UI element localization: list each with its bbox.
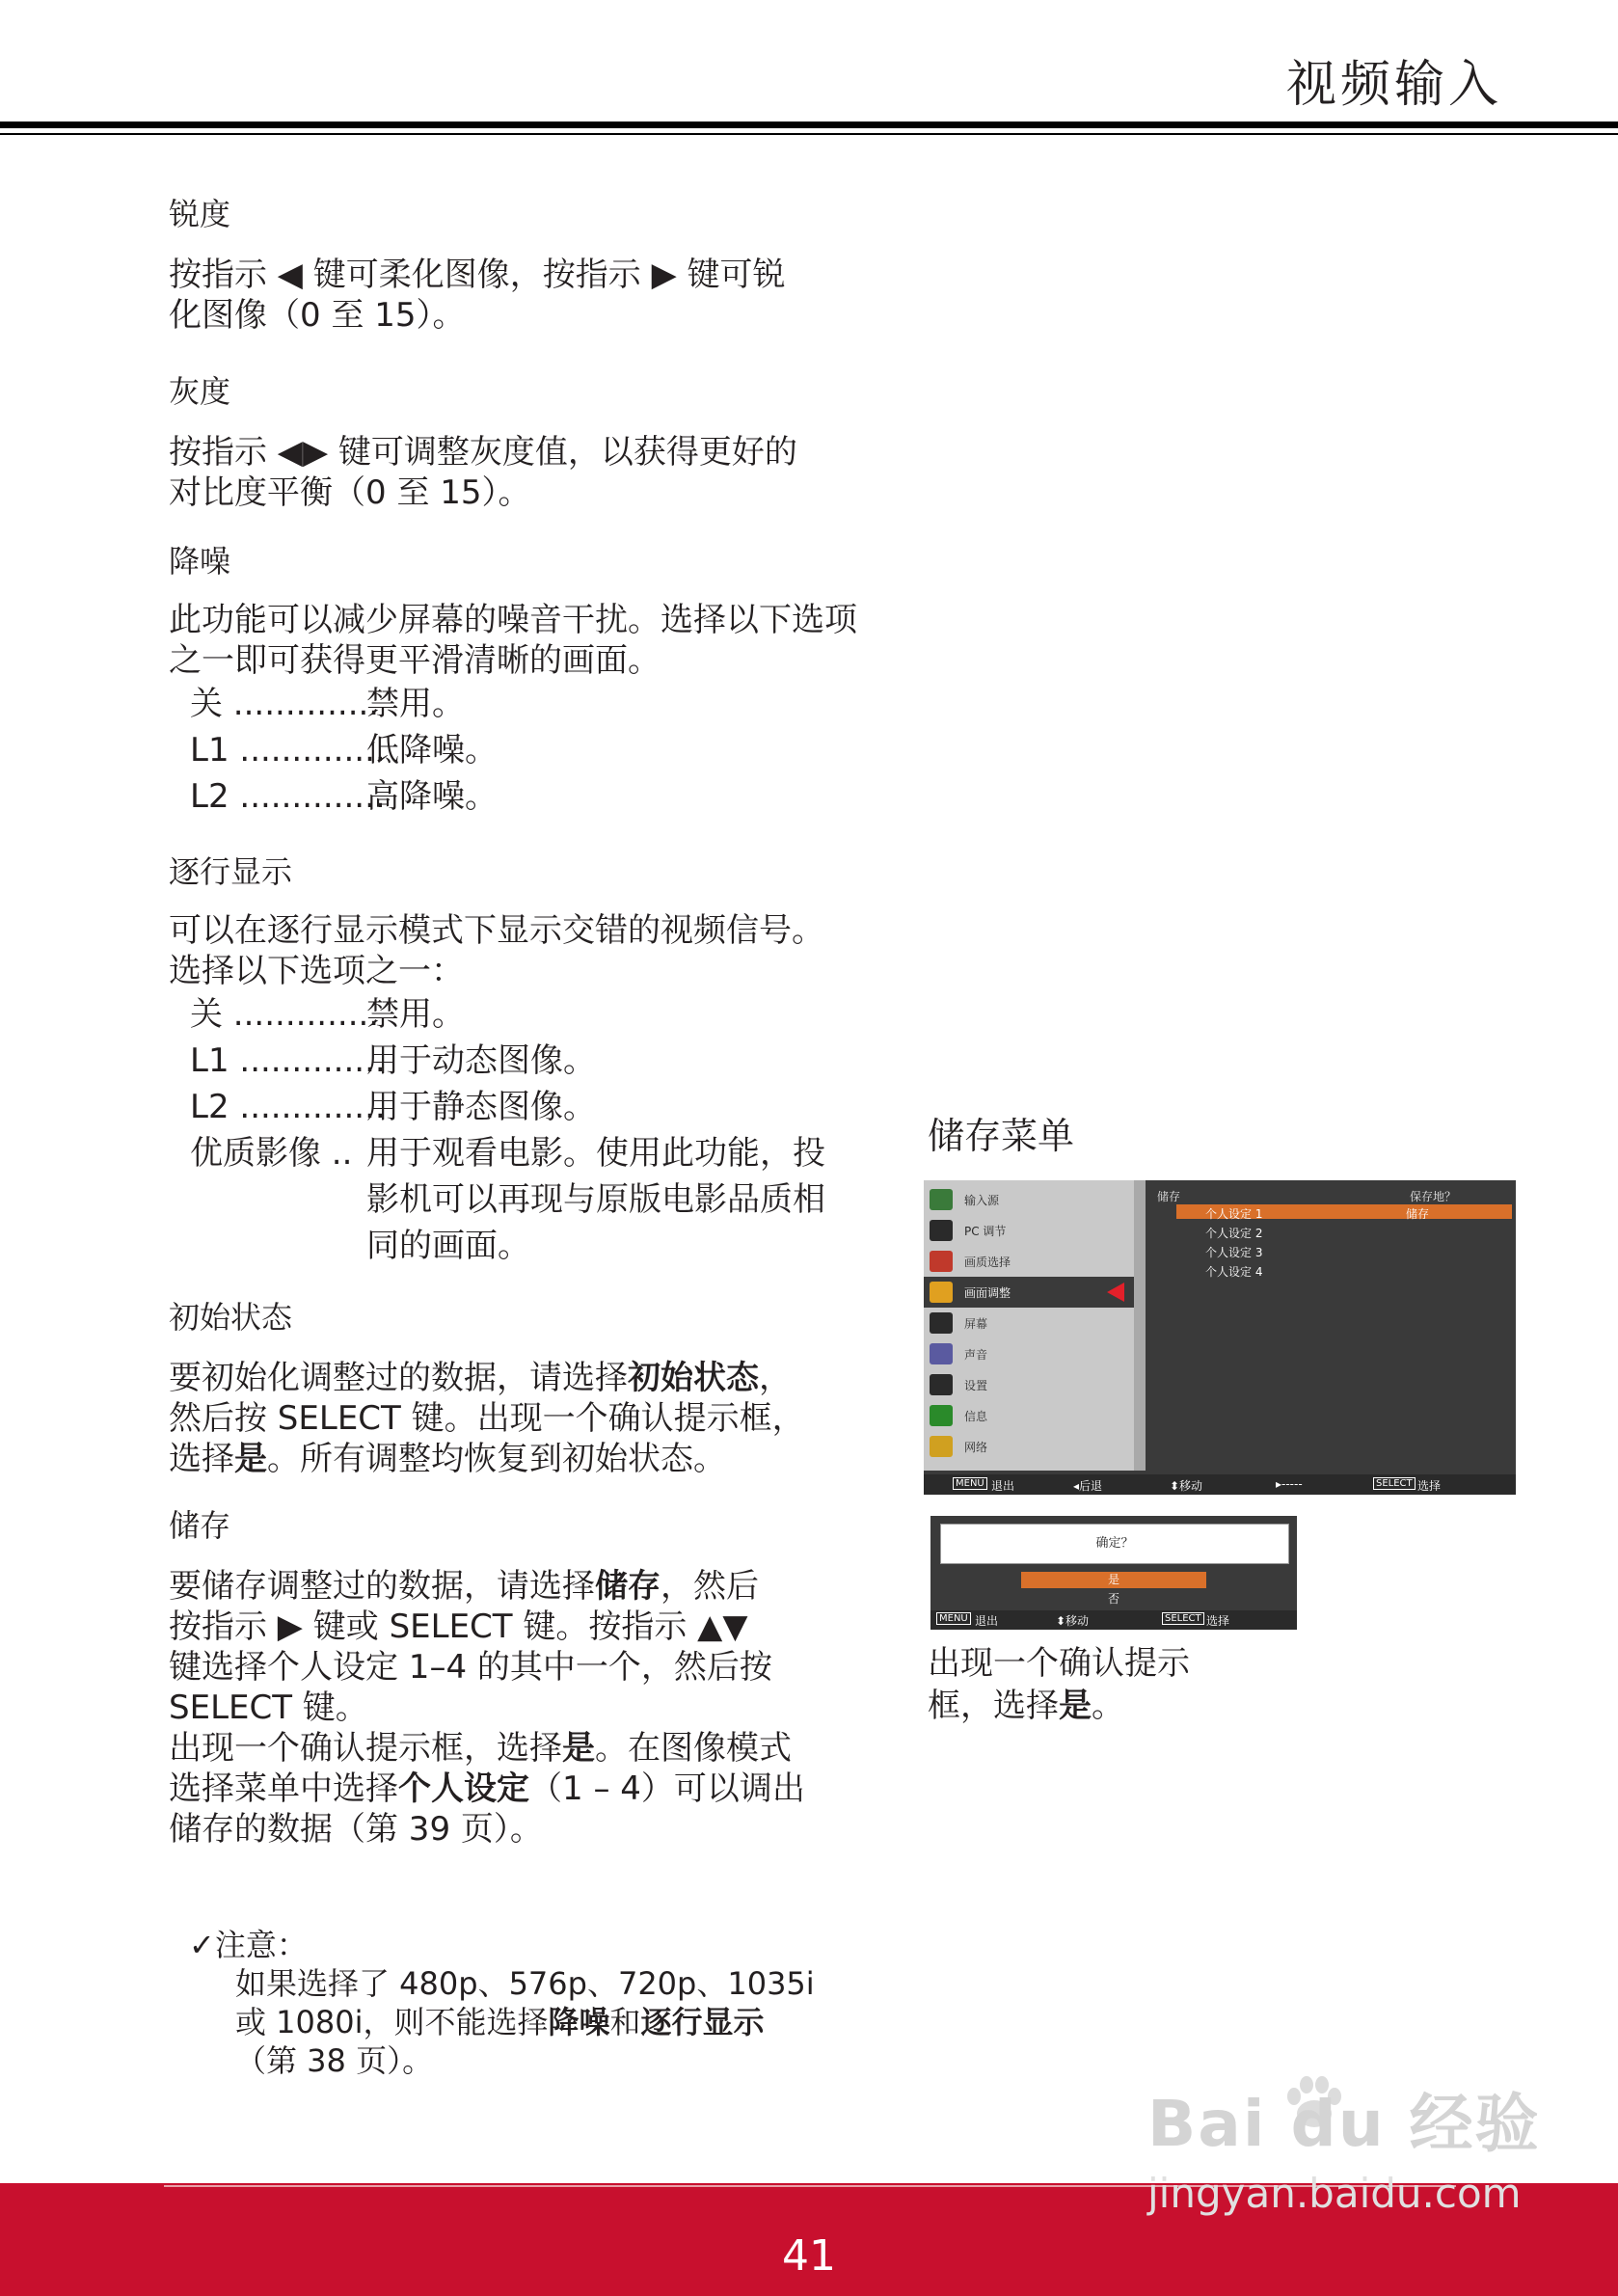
paragraph: 可以在逐行显示模式下显示交错的视频信号。 bbox=[169, 911, 824, 950]
paragraph: 键选择个人设定 1–4 的其中一个，然后按 bbox=[169, 1648, 772, 1687]
paragraph bbox=[169, 1439, 921, 1479]
paragraph: 对比度平衡（0 至 15）。 bbox=[169, 473, 531, 512]
option-desc: 高降噪。 bbox=[366, 777, 498, 816]
menu-key-tag: MENU bbox=[936, 1612, 971, 1625]
osd-save-label: 储存 bbox=[1406, 1207, 1430, 1221]
paragraph: SELECT 键。 bbox=[169, 1688, 368, 1727]
osd-menu-label: PC 调节 bbox=[964, 1225, 1007, 1238]
paragraph: 此功能可以减少屏幕的噪音干扰。选择以下选项 bbox=[169, 601, 857, 639]
header-rule bbox=[0, 122, 1618, 128]
osd-menu-label: 声音 bbox=[964, 1348, 988, 1362]
bold-term: 初始状态 bbox=[628, 1359, 759, 1397]
paragraph: 选择以下选项之一： bbox=[169, 952, 464, 990]
option-row bbox=[169, 991, 921, 1038]
header-rule-thin bbox=[0, 133, 1618, 135]
bold-term: 是 bbox=[562, 1729, 595, 1768]
page-number: 41 bbox=[782, 2231, 836, 2281]
osd-menu-item-pc[interactable] bbox=[924, 1215, 1134, 1246]
option-desc-line: 同的画面。 bbox=[366, 1227, 530, 1265]
text: ，然后 bbox=[661, 1567, 759, 1606]
option-desc: 低降噪。 bbox=[366, 731, 498, 770]
hint-exit: 退出 bbox=[991, 1479, 1015, 1493]
osd-submenu bbox=[1146, 1180, 1516, 1471]
paragraph: 化图像（0 至 15）。 bbox=[169, 296, 466, 335]
option-desc: 用于静态图像。 bbox=[366, 1088, 596, 1126]
option-desc: 禁用。 bbox=[366, 995, 465, 1034]
osd-menu-label: 网络 bbox=[964, 1441, 988, 1454]
paragraph: 按指示 ◀ 键可柔化图像，按指示 ▶ 键可锐 bbox=[169, 256, 786, 294]
osd-menu-item-network[interactable] bbox=[924, 1431, 1134, 1462]
image-adjust-icon bbox=[930, 1282, 953, 1303]
page-title: 视频输入 bbox=[1285, 56, 1502, 114]
store-menu-heading: 储存菜单 bbox=[928, 1115, 1075, 1157]
paragraph bbox=[169, 1769, 921, 1809]
text: 。在图像模式 bbox=[595, 1729, 792, 1768]
select-key-tag: SELECT bbox=[1162, 1612, 1204, 1625]
info-icon bbox=[930, 1405, 953, 1426]
osd-menu-item-info[interactable] bbox=[924, 1400, 1134, 1431]
text: （1 – 4）可以调出 bbox=[529, 1769, 805, 1808]
note-box bbox=[189, 1926, 864, 2080]
osd-option-user1[interactable]: 个人设定 1 bbox=[1205, 1207, 1263, 1221]
option-key: 关 .............. bbox=[190, 685, 380, 723]
section-heading: 降噪 bbox=[169, 543, 231, 580]
paragraph: 按指示 ▶ 键或 SELECT 键。按指示 ▲▼ bbox=[169, 1607, 748, 1646]
section-heading: 锐度 bbox=[169, 196, 231, 232]
hint-move: ⬍移动 bbox=[1170, 1479, 1203, 1493]
note-title: ✓注意： bbox=[189, 1927, 308, 1963]
network-icon bbox=[930, 1436, 953, 1457]
text: 。所有调整均恢复到初始状态。 bbox=[267, 1440, 726, 1478]
option-row bbox=[169, 773, 921, 820]
osd-menu-item-setting[interactable] bbox=[924, 1369, 1134, 1400]
text: 选择菜单中选择 bbox=[169, 1769, 398, 1808]
caption-line: 出现一个确认提示 bbox=[928, 1644, 1190, 1683]
confirm-yes-option[interactable]: 是 bbox=[1021, 1572, 1206, 1588]
osd-menu-label: 设置 bbox=[964, 1379, 988, 1392]
option-key: L2 .............. bbox=[190, 1088, 386, 1126]
bold-term: 是 bbox=[234, 1440, 267, 1478]
bold-term: 是 bbox=[1059, 1687, 1092, 1725]
option-desc: 禁用。 bbox=[366, 685, 465, 723]
osd-option-user2[interactable]: 个人设定 2 bbox=[1205, 1227, 1263, 1240]
text: 出现一个确认提示框，选择 bbox=[169, 1729, 562, 1768]
osd-submenu-question: 保存地？ bbox=[1409, 1190, 1456, 1203]
text: 要初始化调整过的数据，请选择 bbox=[169, 1359, 628, 1397]
option-row bbox=[169, 681, 921, 727]
option-desc-line: 影机可以再现与原版电影品质相 bbox=[366, 1180, 825, 1219]
osd-store-menu bbox=[924, 1180, 1516, 1495]
osd-menu-label: 屏幕 bbox=[964, 1317, 988, 1331]
text: 。 bbox=[1092, 1687, 1124, 1725]
section-store bbox=[169, 1506, 921, 1850]
dialog-caption bbox=[928, 1642, 1217, 1727]
section-gamma bbox=[169, 372, 921, 513]
hint-select: 选择 bbox=[1417, 1479, 1442, 1493]
menu-key-tag: MENU bbox=[953, 1477, 987, 1490]
image-select-icon bbox=[930, 1251, 953, 1272]
hint-exit: 退出 bbox=[975, 1614, 999, 1628]
paragraph: 之一即可获得更平滑清晰的画面。 bbox=[169, 641, 661, 680]
bold-term: 储存 bbox=[595, 1567, 661, 1606]
section-heading: 逐行显示 bbox=[169, 853, 293, 890]
watermark-brand: Bai du 经验 bbox=[1147, 2087, 1541, 2161]
bold-term: 个人设定 bbox=[398, 1769, 529, 1808]
option-desc-line: 用于观看电影。使用此功能，投 bbox=[366, 1134, 825, 1173]
paragraph bbox=[169, 1728, 921, 1769]
option-key: L1 .............. bbox=[190, 1041, 386, 1080]
wrench-icon bbox=[930, 1374, 953, 1395]
option-row bbox=[169, 1084, 921, 1130]
option-key: L1 .............. bbox=[190, 731, 386, 770]
note-line bbox=[235, 2003, 864, 2041]
osd-main-menu bbox=[924, 1180, 1134, 1471]
osd-menu-label: 画面调整 bbox=[964, 1286, 1011, 1300]
osd-menu-item-input[interactable] bbox=[924, 1184, 1134, 1215]
monitor-icon bbox=[930, 1220, 953, 1241]
section-sharpness bbox=[169, 195, 921, 336]
bold-term: 逐行显示 bbox=[640, 2004, 765, 2040]
osd-menu-item-screen[interactable] bbox=[924, 1308, 1134, 1338]
select-key-tag: SELECT bbox=[1373, 1477, 1416, 1490]
osd-hint-bar bbox=[924, 1474, 1516, 1495]
watermark-url: jingyan.baidu.com bbox=[1147, 2170, 1522, 2217]
paragraph: 储存的数据（第 39 页）。 bbox=[169, 1810, 543, 1849]
paragraph: 然后按 SELECT 键。出现一个确认提示框， bbox=[169, 1399, 805, 1438]
osd-menu-label: 信息 bbox=[964, 1410, 988, 1423]
osd-menu-item-sound[interactable] bbox=[924, 1338, 1134, 1369]
text: 选择 bbox=[169, 1440, 234, 1478]
note-line: 如果选择了 480p、576p、720p、1035i bbox=[235, 1965, 815, 2002]
screen-icon bbox=[930, 1312, 953, 1334]
section-heading: 灰度 bbox=[169, 373, 231, 410]
confirm-question: 确定？ bbox=[940, 1524, 1289, 1564]
osd-divider bbox=[1134, 1180, 1146, 1471]
hint-select: 选择 bbox=[1206, 1614, 1230, 1628]
osd-option-user4[interactable]: 个人设定 4 bbox=[1205, 1265, 1263, 1279]
option-key: 优质影像 .. bbox=[190, 1134, 353, 1173]
input-icon bbox=[930, 1189, 953, 1210]
osd-option-user3[interactable]: 个人设定 3 bbox=[1205, 1246, 1263, 1259]
osd-menu-label: 输入源 bbox=[964, 1194, 1000, 1207]
option-row bbox=[169, 1038, 921, 1084]
osd-menu-item-image-adjust[interactable] bbox=[924, 1277, 1134, 1308]
pointer-arrow-icon bbox=[1107, 1283, 1124, 1302]
hint-move: ⬍移动 bbox=[1056, 1614, 1090, 1628]
paragraph bbox=[169, 1566, 921, 1607]
confirm-no-option[interactable]: 否 bbox=[1107, 1592, 1119, 1606]
option-key: 关 .............. bbox=[190, 995, 380, 1034]
hint-back: ◂后退 bbox=[1073, 1479, 1103, 1493]
option-desc: 用于动态图像。 bbox=[366, 1041, 596, 1080]
option-key: L2 .............. bbox=[190, 777, 386, 816]
text: 或 1080i，则不能选择 bbox=[235, 2004, 549, 2040]
note-line: （第 38 页）。 bbox=[235, 2042, 434, 2079]
text: 要储存调整过的数据，请选择 bbox=[169, 1567, 595, 1606]
option-row-film bbox=[169, 1130, 921, 1269]
section-progressive bbox=[169, 852, 921, 1269]
section-reset bbox=[169, 1298, 921, 1479]
osd-menu-label: 画质选择 bbox=[964, 1256, 1011, 1269]
osd-submenu-title: 储存 bbox=[1157, 1190, 1181, 1203]
section-noise-reduction bbox=[169, 542, 921, 820]
paragraph bbox=[169, 1358, 921, 1398]
section-heading: 储存 bbox=[169, 1507, 231, 1544]
text: 和 bbox=[609, 2004, 641, 2040]
paragraph: 按指示 ◀▶ 键可调整灰度值，以获得更好的 bbox=[169, 433, 797, 472]
osd-menu-item-image-select[interactable] bbox=[924, 1246, 1134, 1277]
text: ， bbox=[759, 1359, 792, 1397]
section-heading: 初始状态 bbox=[169, 1299, 293, 1336]
option-row bbox=[169, 727, 921, 773]
caption-line bbox=[928, 1685, 1217, 1727]
hint-arrow: ▸----- bbox=[1276, 1477, 1303, 1491]
dialog-hint-bar bbox=[930, 1610, 1297, 1630]
text: 框，选择 bbox=[928, 1687, 1059, 1725]
sound-icon bbox=[930, 1343, 953, 1364]
bold-term: 降噪 bbox=[548, 2004, 610, 2040]
